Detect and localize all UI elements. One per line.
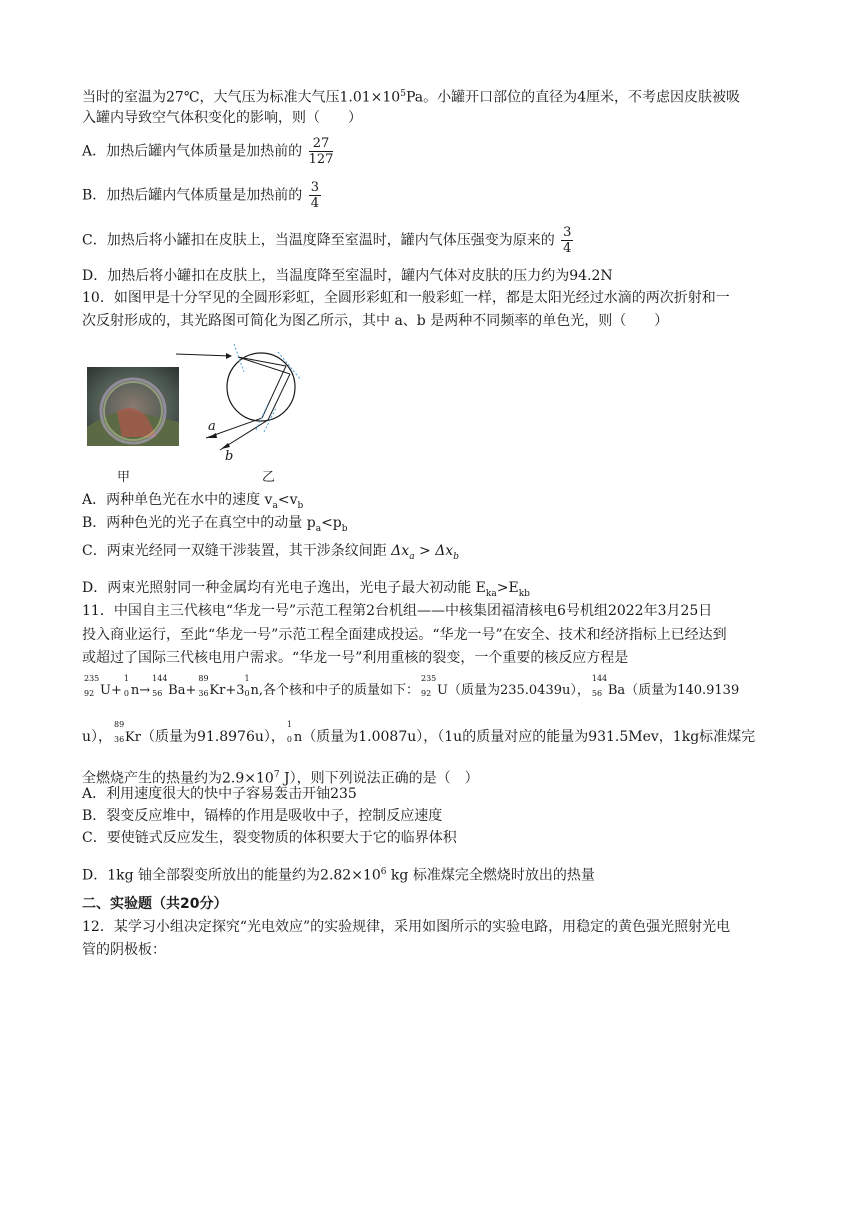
section-title: 二、实验题（共20分） [82, 896, 228, 912]
q10-stem-line1: 10．如图甲是十分罕见的全圆形彩虹，全圆形彩虹和一般彩虹一样，都是太阳光经过水滴的两次折射和一 [82, 290, 730, 306]
q9-option-b: B．加热后罐内气体质量是加热前的 $\frac{3}{4}$ [82, 180, 320, 211]
q11-option-a: A．利用速度很大的快中子容易轰击开铀235 [82, 786, 357, 802]
q10-option-c: C．两束光经同一双缝干涉装置，其干涉条纹间距 $\Delta x_a > \Delta x_b$ [82, 543, 459, 562]
q10-option-b: B．两种色光的光子在真空中的动量 $p_a<p_b$ [82, 515, 348, 534]
label-a: a [208, 419, 216, 434]
q9-option-d: D．加热后将小罐扣在皮肤上，当温度降至室温时，罐内气体对皮肤的压力约为94.2N [82, 268, 613, 284]
q9-intro-line1: 当时的室温为27℃，大气压为标准大气压$1.01\times 10^5Pa$。小罐开口部位的直径为4厘米，不考虑因皮肤被吸 [82, 89, 740, 106]
q11-stem-line2: 投入商业运行，至此“华龙一号”示范工程全面建成投运。“华龙一号”在安全、技术和经济指标上已经达到 [82, 627, 727, 643]
q10-option-d: D．两束光照射同一种金属均有光电子逸出，光电子最大初动能 $E_{ka}>E_{kb}$ [82, 580, 530, 599]
q10-option-a: A．两种单色光在水中的速度 $v_a<v_b$ [82, 492, 304, 511]
q11-option-c: C．要使链式反应发生，裂变物质的体积要大于它的临界体积 [82, 830, 457, 846]
q9-intro-line2: 入罐内导致空气体积变化的影响，则（ ） [82, 110, 362, 126]
rainbow-photo [87, 367, 179, 446]
q11-option-b: B．裂变反应堆中，镉棒的作用是吸收中子，控制反应速度 [82, 808, 443, 824]
q12-stem-line1: 12．某学习小组决定探究“光电效应”的实验规律，采用如图所示的实验电路，用稳定的黄色强光照射光电 [82, 919, 731, 935]
q11-stem-line3: 或超过了国际三代核电用户需求。“华龙一号”利用重核的裂变，一个重要的核反应方程是 [82, 650, 629, 666]
q9-option-a: A．加热后罐内气体质量是加热前的 $\frac{27}{127}$ [82, 136, 334, 167]
q11-mass-line: u）， 89 36 Kr（质量为91.8976u）， 1 0 n（质量为1.0087u），（1u的质量对应的能量为931.5Mev，1kg标准煤完 [82, 720, 756, 745]
q11-stem-line1: 11．中国自主三代核电“华龙一号”示范工程第2台机组——中核集团福清核电6号机组2022年3月25日 [82, 603, 713, 619]
label-b: b [225, 449, 234, 462]
fraction: $\frac{3}{4}$ [310, 180, 320, 211]
fraction: $\frac{3}{4}$ [563, 225, 572, 256]
q11-reaction-equation: 235 92 U+ 1 0 n→ 144 56 Ba+ 89 36 Kr+3 1 0 n,各个核和中子的质量如下： 235 92 U（质量为235.0439u）， 144 56 Ba（质量为140.9139 [84, 674, 740, 698]
q9-option-c: C．加热后将小罐扣在皮肤上，当温度降至室温时，罐内气体压强变为原来的 $\frac{3}{4}$ [82, 225, 572, 256]
light-path-diagram [176, 342, 321, 462]
q11-stem-line6: 全燃烧产生的热量约为$2.9\times 10^7$ J），则下列说法正确的是（ ） [82, 770, 479, 787]
caption-yi: 乙 [262, 470, 276, 485]
q12-stem-line2: 管的阴极板： [82, 942, 166, 958]
q11-option-d: D．1kg 铀全部裂变所放出的能量约为$2.82\times 10^6$ kg 标准煤完全燃烧时放出的热量 [82, 867, 595, 884]
fraction: $\frac{27}{127}$ [308, 136, 334, 167]
q10-stem-line2: 次反射形成的，其光路图可简化为图乙所示，其中 a、b 是两种不同频率的单色光，则（ ） [82, 313, 669, 329]
caption-jia: 甲 [117, 470, 131, 485]
